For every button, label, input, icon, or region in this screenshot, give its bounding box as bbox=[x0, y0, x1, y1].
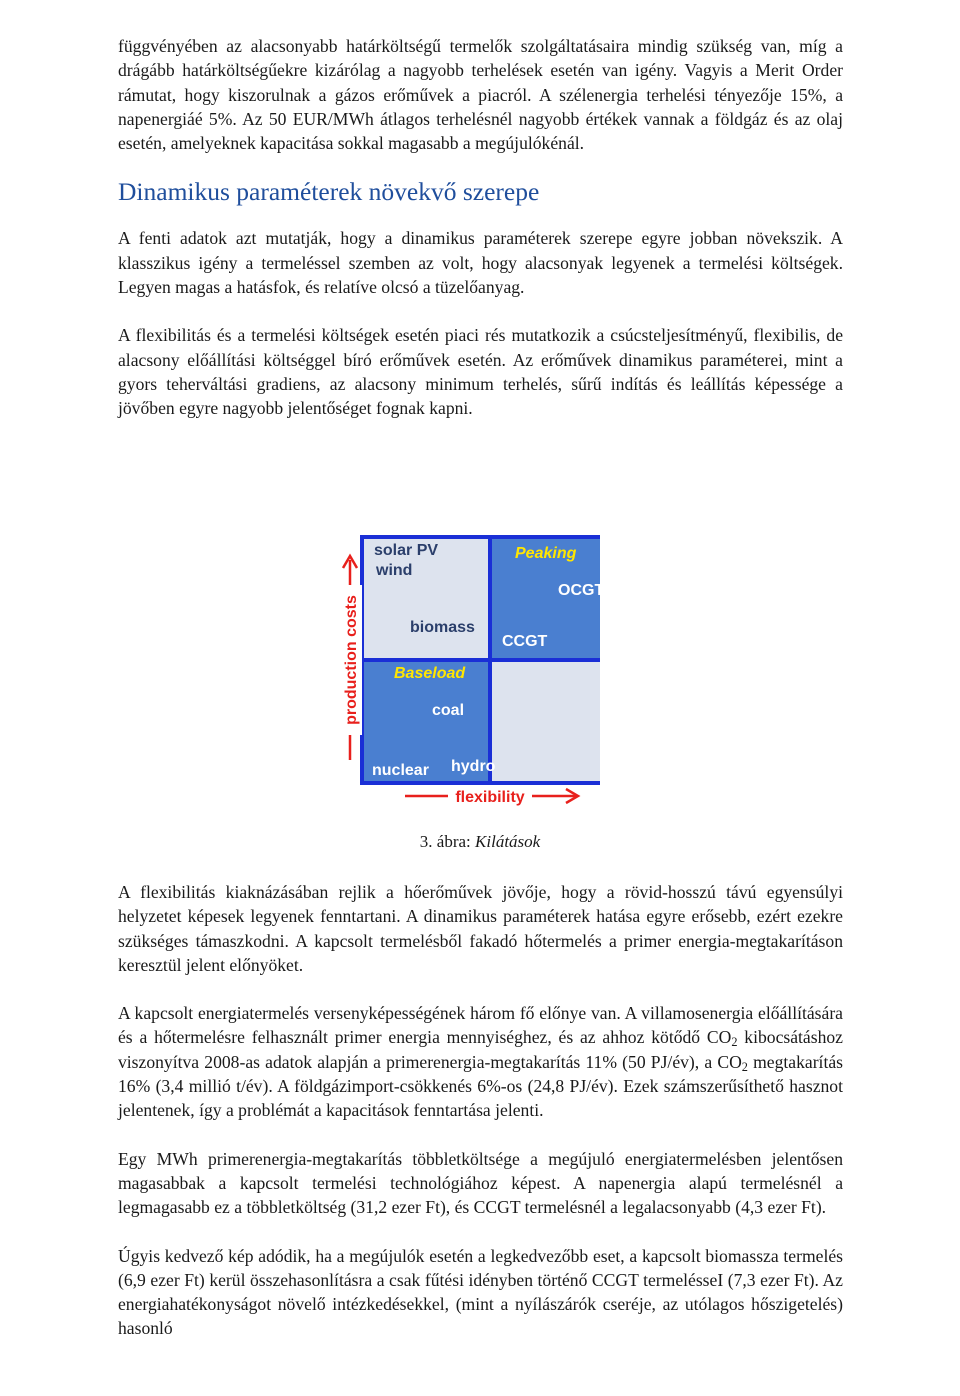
quadrant-bottom-right bbox=[492, 662, 600, 781]
label-baseload: Baseload bbox=[394, 665, 466, 682]
document-body-lower bbox=[118, 880, 843, 1341]
cogeneration-text-a: A kapcsolt energiatermelés versenyképességének három fő előnye van. A villamosenergia előállítására és a hőtermelésre felhasznált primer energia mennyiséghez, és az ahhoz kötődő CO bbox=[118, 1003, 843, 1048]
label-biomass: biomass bbox=[410, 619, 475, 636]
co2-subscript-1: 2 bbox=[731, 1035, 738, 1050]
cogeneration-text-c: megtakarítás 16% (3,4 millió t/év). A földgázimport-csökkenés 6%-os (24,8 PJ/év). Ezek számszerűsíthető hasznot jelentenek, így a problémát a kapacitások fenntartása jelenti. bbox=[118, 1051, 843, 1121]
y-axis-label: production costs bbox=[343, 595, 360, 725]
flexibility-cost-diagram bbox=[340, 530, 600, 810]
label-coal: coal bbox=[432, 702, 465, 719]
x-axis-label: flexibility bbox=[455, 789, 525, 806]
cogeneration-text-b: kibocsátáshoz viszonyítva 2008-as adatok alapján a primerenergia-megtakarítás 11% (50 PJ/év), a CO bbox=[118, 1027, 843, 1072]
figure-caption-title: Kilátások bbox=[475, 832, 541, 851]
document-body bbox=[118, 34, 843, 421]
diagram-svg bbox=[340, 530, 600, 810]
paragraph-flexibility: A flexibilitás és a termelési költségek esetén piaci rés mutatkozik a csúcsteljesítményű, flexibilis, de alacsony előállítási költséggel bíró erőművek esetén. Az erőművek dinamikus paraméterei, mint a gyors teherváltási gradiens, az alacsony minimum terhelés, sűrű indítás és leállítás képessége a jövőben egyre nagyobb jelentőséget fognak kapni. bbox=[118, 325, 843, 419]
label-ccgt: CCGT bbox=[502, 633, 548, 650]
paragraph-extra-cost: Egy MWh primerenergia-megtakarítás többletköltsége a megújuló energiatermelésben jelentősen magasabbak a kapcsolt termelési technológiához képest. A napenergia alapú termelésnél a legmagasabb ez a többletköltség (31,2 ezer Ft), és CCGT termelésnél a legalacsonyabb (4,3 ezer Ft). bbox=[118, 1148, 843, 1218]
paragraph-dynamic-params: A fenti adatok azt mutatják, hogy a dinamikus paraméterek szerepe egyre jobban növekszik. A klasszikus igény a termeléssel szemben az volt, hogy alacsonyak legyenek a termelési költségek. Legyen magas a hatásfok, és relatíve olcsó a tüzelőanyag. bbox=[118, 228, 843, 298]
label-peaking: Peaking bbox=[515, 545, 577, 562]
label-hydro: hydro bbox=[451, 758, 496, 775]
co2-subscript-2: 2 bbox=[741, 1059, 748, 1074]
label-ocgt: OCGT bbox=[558, 582, 600, 599]
paragraph-flexibility-future: A flexibilitás kiaknázásában rejlik a hőerőművek jövője, hogy a rövid-hosszú távú egyensúlyi helyzetet képesek legyenek fenntartani. A dinamikus paraméterek hatása egyre erősebb, ezért ezekre szükséges támaszkodni. A kapcsolt termelésből fakadó hőtermelés a primer energia-megtakarításon keresztül jelent előnyöket. bbox=[118, 882, 843, 975]
paragraph-biomass-comparison: Úgyis kedvező kép adódik, ha a megújulók esetén a legkedvezőbb eset, a kapcsolt biomassza termelés (6,9 ezer Ft) kerül összehasonlításra a csak fűtési idényben történő CCGT termelésseI (7,3 ezer Ft). Az energiahatékonyságot növelő intézkedésekkel, (mint a nyílászárók cseréje, az utólagos hőszigetelés) hasonló bbox=[118, 1245, 843, 1339]
figure-caption bbox=[0, 832, 960, 852]
section-heading: Dinamikus paraméterek növekvő szerepe bbox=[118, 177, 540, 207]
label-nuclear: nuclear bbox=[372, 762, 429, 779]
figure-caption-number: 3. ábra: bbox=[419, 832, 476, 851]
label-wind: wind bbox=[376, 562, 413, 579]
figure-caption-text bbox=[420, 832, 540, 851]
paragraph-cogeneration bbox=[118, 1001, 843, 1122]
label-solar-pv: solar PV bbox=[374, 542, 439, 559]
paragraph-merit-order: függvényében az alacsonyabb határköltségű termelők szolgáltatásaira mindig szükség van, míg a drágább határköltségűekre kizárólag a nagyobb terhelések esetén van igény. Vagyis a Merit Order rámutat, hogy kiszorulnak a gázos erőművek a piacról. A szélenergia terhelési tényezője 15%, a napenergiáé 5%. Az 50 EUR/MWh átlagos terhelésnél nagyobb értékek vannak a földgáz és az olaj esetén, amelyeknek kapacitása sokkal magasabb a megújulókénál. bbox=[118, 36, 843, 154]
